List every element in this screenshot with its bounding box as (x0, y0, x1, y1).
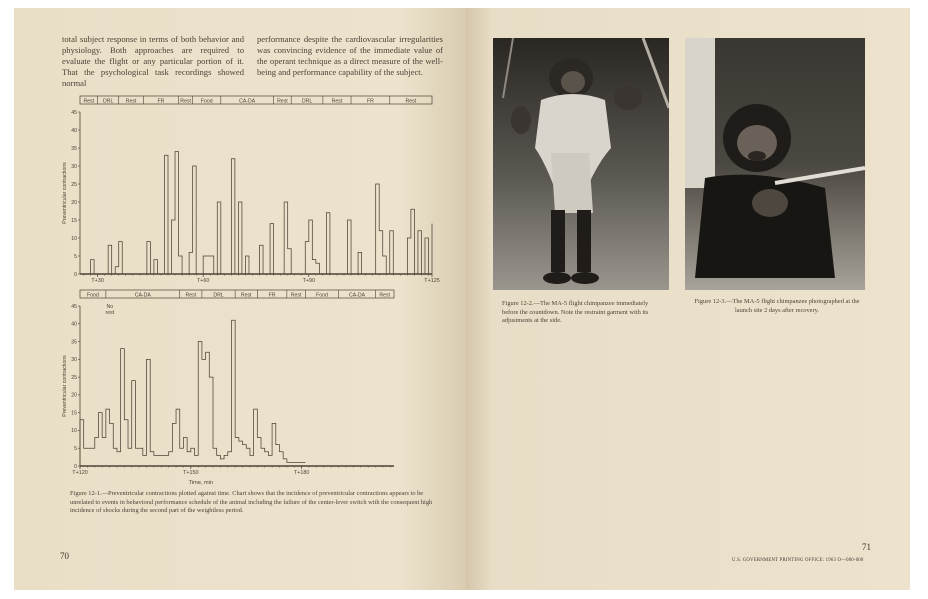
y-tick-label: 0 (74, 271, 77, 278)
y-tick-label: 25 (71, 374, 77, 381)
phase-label: FR (157, 98, 165, 105)
phase-label: Rest (185, 292, 197, 299)
y-tick-label: 20 (71, 199, 77, 206)
y-tick-label: 0 (74, 463, 77, 470)
right-page-number: 71 (862, 542, 871, 552)
annotation-word: No (106, 304, 114, 310)
phase-strip (80, 96, 432, 104)
y-tick-label: 5 (74, 253, 77, 260)
phase-strip (80, 290, 394, 298)
phase-strip-frame (80, 290, 394, 298)
chimpanzee-photo-launch-site (685, 38, 865, 290)
phase-label: Rest (240, 292, 252, 299)
x-axis-label: Time, min (188, 480, 214, 486)
left-page-number: 70 (60, 551, 69, 561)
phase-label: DRL (301, 98, 313, 105)
y-tick-label: 40 (71, 127, 77, 134)
y-tick-label: 35 (71, 145, 77, 152)
y-axis-label: Preventricular contractions (62, 162, 68, 224)
figure-12-2-caption: Figure 12-2.—The MA-5 flight chimpanzee immediately before the countdown. Note the restraint garment with its adjustments at the side. (502, 300, 649, 325)
left-page-text-column-1: total subject response in terms of both behavior and physiology. Both approaches are required to evaluate the flight or any particular portion of it. That the psychological task recordings showed normal (62, 34, 244, 88)
x-tick-label: T+120 (72, 470, 88, 476)
y-tick-label: 45 (71, 109, 77, 116)
left-page-text-column-2: performance despite the cardiovascular irregularities was convincing evidence of the immediate value of the operant technique as a direct measure of the well-being and performance capability of the subject. (257, 34, 443, 77)
phase-label: Rest (83, 98, 95, 105)
phase-label: Rest (331, 98, 343, 105)
phase-label: CA-DA (239, 98, 256, 105)
x-tick-label: T+125 (424, 278, 440, 282)
phase-label: Rest (379, 292, 391, 299)
phase-label: DRL (102, 98, 114, 105)
y-tick-label: 40 (71, 321, 77, 328)
phase-label: DRL (213, 292, 224, 299)
chimpanzee-photo-countdown (493, 38, 669, 290)
y-tick-label: 15 (71, 217, 77, 224)
pvc-chart-upper (14, 92, 466, 282)
y-tick-label: 20 (71, 392, 77, 399)
y-tick-label: 15 (71, 410, 77, 417)
x-tick-label: T+60 (196, 278, 210, 282)
y-tick-label: 30 (71, 357, 77, 364)
phase-label: Food (87, 292, 99, 299)
annotation-word: rest (105, 310, 115, 316)
phase-label: Rest (277, 98, 288, 105)
annotation-no-rest (106, 304, 115, 316)
left-page (14, 8, 466, 590)
y-tick-label: 25 (71, 181, 77, 188)
phase-label: Food (200, 98, 213, 105)
y-tick-label: 10 (71, 428, 77, 435)
y-axis-label: Preventricular contractions (62, 355, 68, 417)
x-tick-label: T+30 (91, 278, 104, 282)
pvc-series-line (84, 152, 432, 274)
y-tick-label: 5 (74, 446, 77, 453)
phase-label: CA-DA (134, 292, 151, 299)
x-tick-label: T+90 (302, 278, 316, 282)
phase-label: CA-DA (348, 292, 366, 299)
y-tick-label: 10 (71, 235, 77, 242)
book-spread (14, 8, 910, 590)
figure-12-3-caption: Figure 12-3.—The MA-5 flight chimpanzee photographed at the launch site 2 days after recovery. (694, 298, 860, 314)
pvc-chart-lower (14, 286, 466, 486)
phase-label: FR (366, 98, 374, 105)
pvc-series-line (80, 320, 305, 466)
y-tick-label: 45 (71, 303, 77, 310)
right-page (466, 8, 910, 590)
phase-label: FR (268, 292, 276, 299)
x-tick-label: T+180 (293, 470, 310, 476)
x-tick-label: T+150 (183, 470, 199, 476)
phase-label: Rest (405, 98, 417, 105)
phase-label: Rest (180, 98, 191, 105)
figure-12-1-caption: Figure 12-1.—Preventricular contractions plotted against time. Chart shows that the incidence of preventricular contractions appears to be unrelated to events in behavioral performance schedule of the animal including the failure of the center-lever switch with the consequent high incidence of shocks during the second part of the weightless period. (70, 490, 433, 515)
gpo-imprint: U.S. GOVERNMENT PRINTING OFFICE: 1963 O—000-000 (732, 558, 864, 563)
y-tick-label: 35 (71, 339, 77, 346)
y-tick-label: 30 (71, 163, 77, 170)
phase-label: Food (316, 292, 328, 299)
phase-label: Rest (290, 292, 302, 299)
phase-label: Rest (125, 98, 137, 105)
